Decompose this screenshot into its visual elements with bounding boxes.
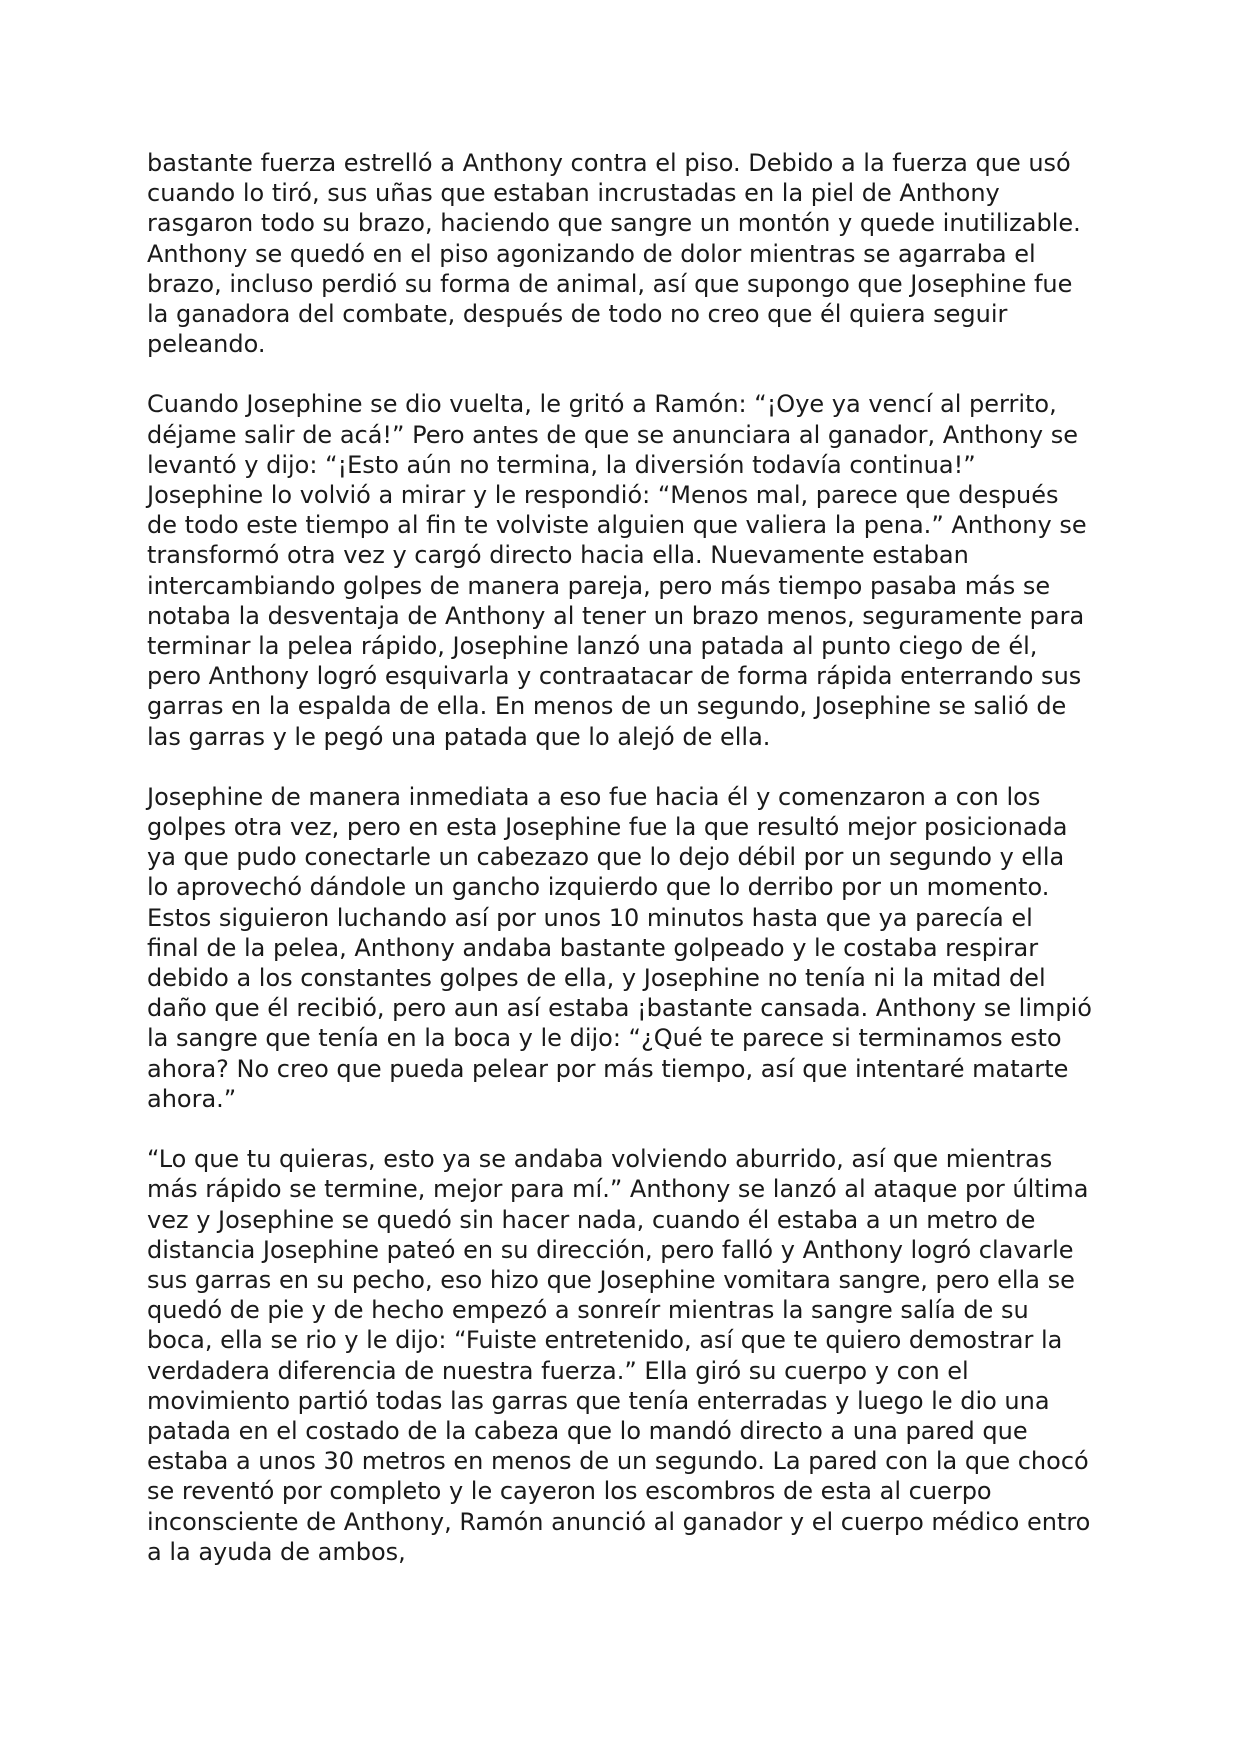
paragraph: “Lo que tu quieras, esto ya se andaba volviendo aburrido, así que mientras más rápido se termine, mejor para mí.” Anthony se lanzó al ataque por última vez y Josephine se quedó sin hacer nada, cuando él estaba a un metro de distancia Josephine pateó en su dirección, pero falló y Anthony logró clavarle sus garras en su pecho, eso hizo que Josephine vomitara sangre, pero ella se quedó de pie y de hecho empezó a sonreír mientras la sangre salía de su boca, ella se rio y le dijo: “Fuiste entretenido, así que te quiero demostrar la verdadera diferencia de nuestra fuerza.” Ella giró su cuerpo y con el movimiento partió todas las garras que tenía enterradas y luego le dio una patada en el costado de la cabeza que lo mandó directo a una pared que estaba a unos 30 metros en menos de un segundo. La pared con la que chocó se reventó por completo y le cayeron los escombros de esta al cuerpo inconsciente de Anthony, Ramón anunció al ganador y el cuerpo médico entro a la ayuda de ambos, [147, 1145, 1091, 1566]
document-page [147, 148, 1092, 1567]
paragraph: Cuando Josephine se dio vuelta, le gritó a Ramón: “¡Oye ya vencí al perrito, déjame salir de acá!” Pero antes de que se anunciara al ganador, Anthony se levantó y dijo: “¡Esto aún no termina, la diversión todavía continua!” Josephine lo volvió a mirar y le respondió: “Menos mal, parece que después de todo este tiempo al fin te volviste alguien que valiera la pena.” Anthony se transformó otra vez y cargó directo hacia ella. Nuevamente estaban intercambiando golpes de manera pareja, pero más tiempo pasaba más se notaba la desventaja de Anthony al tener un brazo menos, seguramente para terminar la pelea rápido, Josephine lanzó una patada al punto ciego de él, pero Anthony logró esquivarla y contraatacar de forma rápida enterrando sus garras en la espalda de ella. En menos de un segundo, Josephine se salió de las garras y le pegó una patada que lo alejó de ella. [147, 390, 1087, 751]
paragraph: Josephine de manera inmediata a eso fue hacia él y comenzaron a con los golpes otra vez, pero en esta Josephine fue la que resultó mejor posicionada ya que pudo conectarle un cabezazo que lo dejo débil por un segundo y ella lo aprovechó dándole un gancho izquierdo que lo derribo por un momento. Estos siguieron luchando así por unos 10 minutos hasta que ya parecía el final de la pelea, Anthony andaba bastante golpeado y le costaba respirar debido a los constantes golpes de ella, y Josephine no tenía ni la mitad del daño que él recibió, pero aun así estaba ¡bastante cansada. Anthony se limpió la sangre que tenía en la boca y le dijo: “¿Qué te parece si terminamos esto ahora? No creo que pueda pelear por más tiempo, así que intentaré matarte ahora.” [147, 782, 1092, 1113]
paragraph: bastante fuerza estrelló a Anthony contra el piso. Debido a la fuerza que usó cuando lo tiró, sus uñas que estaban incrustadas en la piel de Anthony rasgaron todo su brazo, haciendo que sangre un montón y quede inutilizable. Anthony se quedó en el piso agonizando de dolor mientras se agarraba el brazo, incluso perdió su forma de animal, así que supongo que Josephine fue la ganadora del combate, después de todo no creo que él quiera seguir peleando. [147, 149, 1081, 359]
